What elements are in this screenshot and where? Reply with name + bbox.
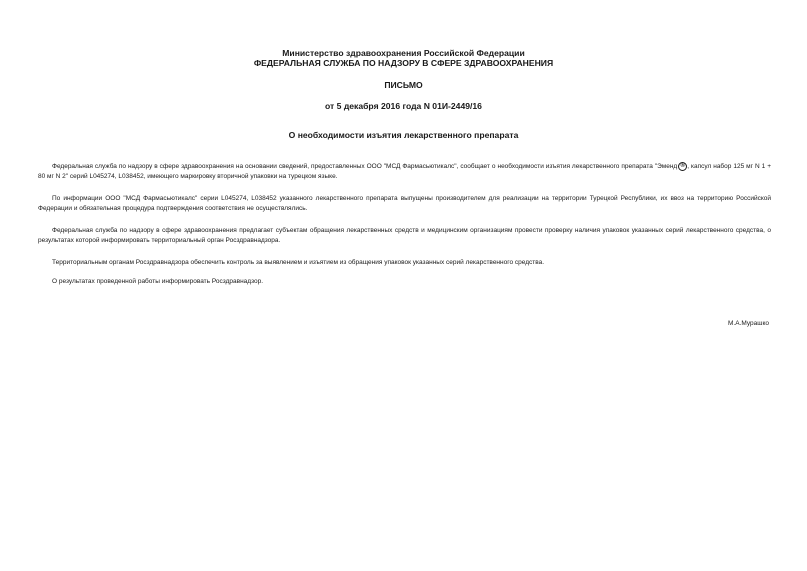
ministry-title: Министерство здравоохранения Российской Федерации xyxy=(282,48,525,58)
registered-trademark-icon: ® xyxy=(678,162,687,171)
paragraph-2: По информации ООО "МСД Фармасьютикалс" серии L045274, L038452 указанного лекарственного препарата выпущены производителем для реализации на территории Турецкой Республики, их ввоз на территорию Российской Федерации и обязательная процедура подтверждения соответствия не осуществлялись. xyxy=(38,195,771,212)
document-date-number: от 5 декабря 2016 года N 01И-2449/16 xyxy=(325,101,482,111)
service-title: ФЕДЕРАЛЬНАЯ СЛУЖБА ПО НАДЗОРУ В СФЕРЕ ЗДРАВООХРАНЕНИЯ xyxy=(253,58,554,68)
document-type: ПИСЬМО xyxy=(384,80,423,90)
paragraph-1-part-a: Федеральная служба по надзору в сфере здравоохранения на основании сведений, предоставленных ООО "МСД Фармасьютикалс", сообщает о необходимости изъятия лекарственного препарата "Эменд xyxy=(52,163,678,171)
paragraph-1 xyxy=(38,162,771,182)
paragraph-3: Федеральная служба по надзору в сфере здравоохранения предлагает субъектам обращения лекарственных средств и медицинским организациям провести проверку наличия упаковок указанных серий лекарственного средства, о результатах которой информировать территориальный орган Росздравнадзора. xyxy=(38,227,771,244)
paragraph-1-part-b: , капсул набор 125 мг N 1 + 80 мг N 2" серий L045274, L038452, имеющего маркировку вторичной упаковки на турецком языке. xyxy=(38,163,771,181)
paragraph-4: Территориальным органам Росздравнадзора обеспечить контроль за выявлением и изъятием из обращения упаковок указанных серий лекарственного средства. xyxy=(52,259,545,266)
document-subject: О необходимости изъятия лекарственного препарата xyxy=(288,130,519,140)
signature-name: М.А.Мурашко xyxy=(727,320,769,327)
paragraph-5: О результатах проведенной работы информировать Росздравнадзор. xyxy=(52,278,264,285)
